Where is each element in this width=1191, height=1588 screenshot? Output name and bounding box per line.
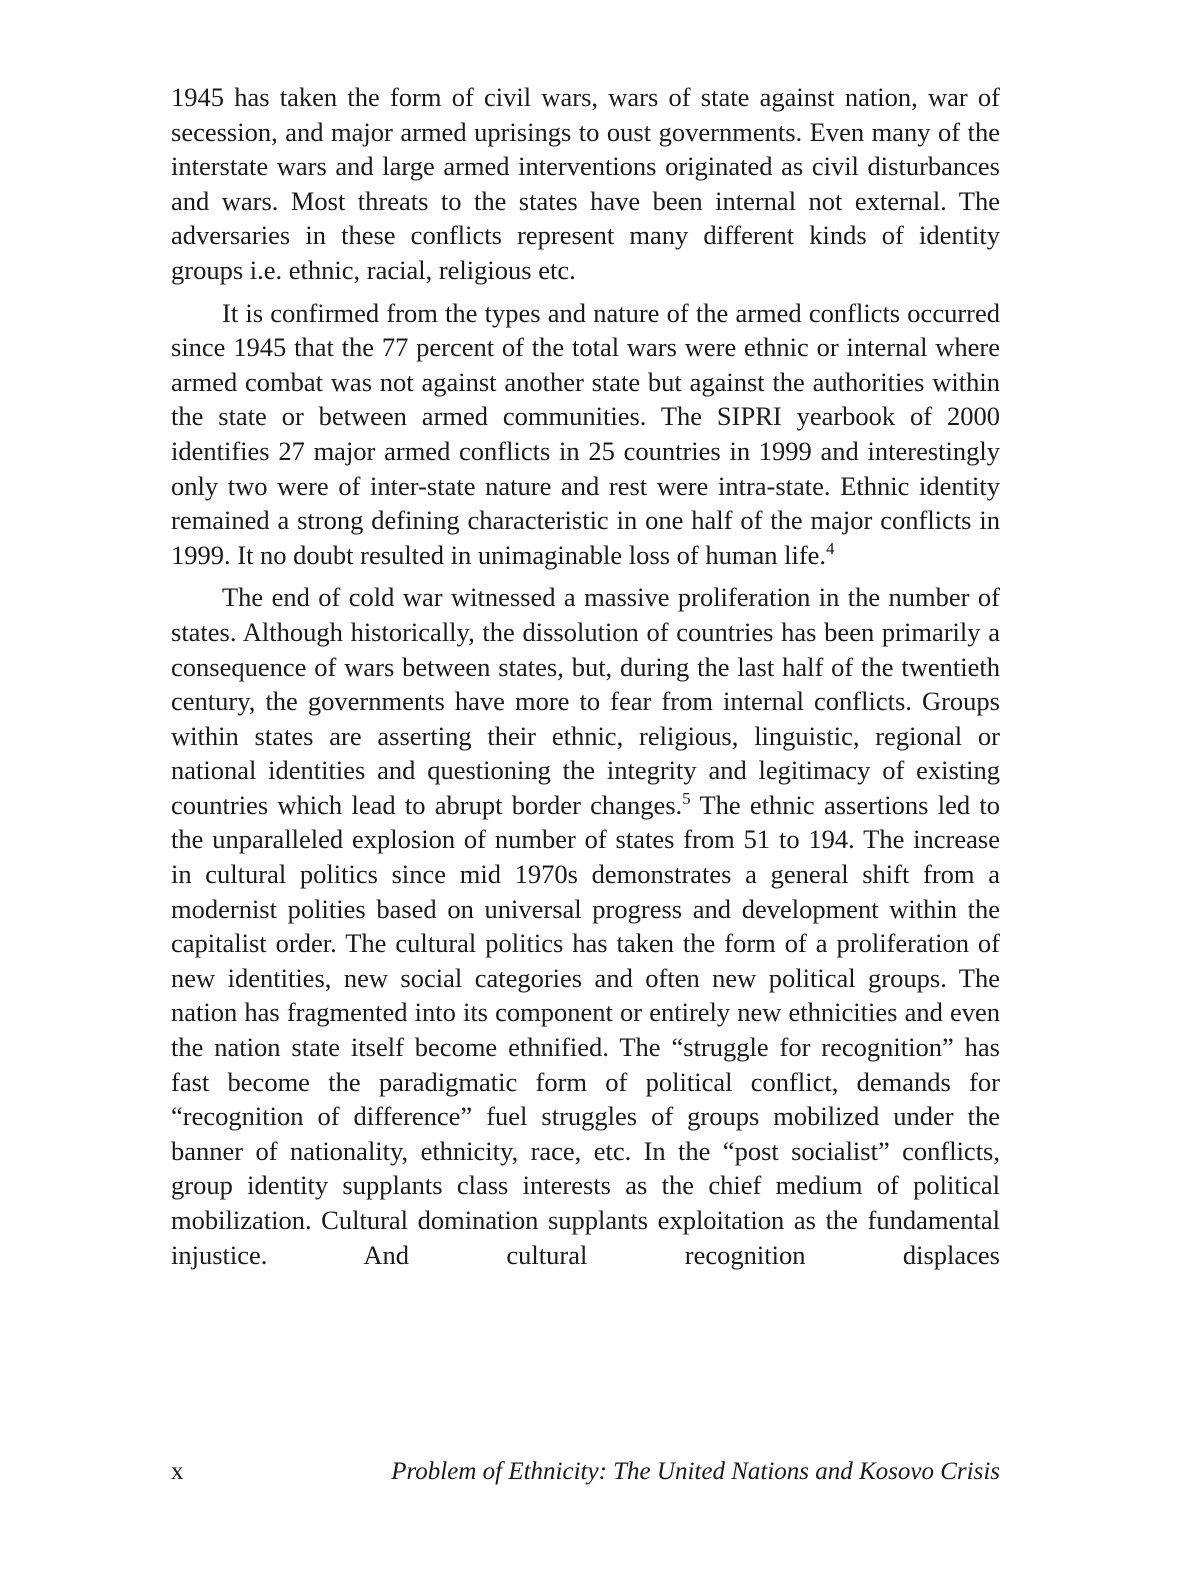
paragraph-3-text-part-2: The ethnic assertions led to the unparalleled explosion of number of states from 51 to 194. The increase in cultural politics since mid 1970s demonstrates a general shift from a modernist polities based on universal progress and development within the capitalist order. The cultural politics has taken the form of a proliferation of new identities, new social categories and often new political groups. The nation has fragmented into its component or entirely new ethnicities and even the nation state itself become ethnified. The “struggle for recognition” has fast become the paradigmatic form of political conflict, demands for “recognition of difference” fuel struggles of groups mobilized under the banner of nationality, ethnicity, race, etc. In the “post socialist” conflicts, group identity supplants class interests as the chief medium of political mobilization. Cultural domination supplants exploitation as the fundamental injustice. And cultural recognition displaces: [171, 789, 1001, 1270]
running-title: Problem of Ethnicity: The United Nations and Kosovo Crisis: [391, 1458, 1000, 1485]
paragraph-2-text: It is confirmed from the types and nature of the armed conflicts occurred since 1945 that the 77 percent of the total wars were ethnic or internal where armed combat was not against another state but against the authorities within the state or between armed communities. The SIPRI yearbook of 2000 identifies 27 major armed conflicts in 25 countries in 1999 and interestingly only two were of inter-state nature and rest were intra-state. Ethnic identity remained a strong defining characteristic in one half of the major conflicts in 1999. It no doubt resulted in unimaginable loss of human life.: [171, 297, 1000, 570]
paragraph-2: [171, 296, 1000, 573]
page-body: [171, 80, 1000, 1280]
page-footer: [171, 1458, 1000, 1486]
paragraph-3-text-part-1: The end of cold war witnessed a massive proliferation in the number of states. Although historically, the dissolution of countries has been primarily a consequence of wars between states, but, during the last half of the twentieth century, the governments have more to fear from internal conflicts. Groups within states are asserting their ethnic, religious, linguistic, regional or national identities and questioning the integrity and legitimacy of existing countries which lead to abrupt border changes.: [171, 582, 1000, 820]
footnote-marker-5: 5: [682, 788, 691, 808]
paragraph-3: [171, 580, 1000, 1272]
footnote-marker-4: 4: [826, 538, 835, 558]
paragraph-1: [171, 80, 1000, 288]
paragraph-1-text: 1945 has taken the form of civil wars, wars of state against nation, war of secession, and major armed uprisings to oust governments. Even many of the interstate wars and large armed interventions originated as civil disturbances and wars. Most threats to the states have been internal not external. The adversaries in these conflicts represent many different kinds of identity groups i.e. ethnic, racial, religious etc.: [171, 82, 1000, 285]
page-number: x: [171, 1458, 184, 1485]
